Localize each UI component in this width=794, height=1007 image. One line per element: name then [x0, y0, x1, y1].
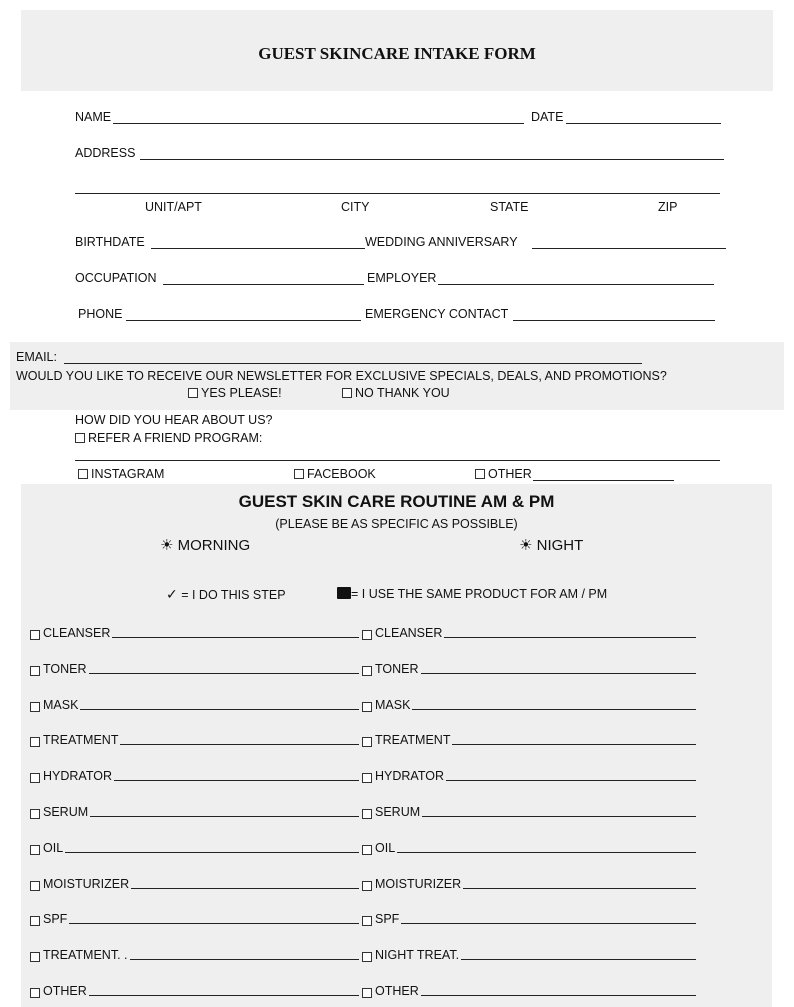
zip-label: ZIP [658, 200, 678, 214]
pm-step-product-field[interactable] [463, 888, 696, 889]
sun-icon: ☀ [519, 537, 533, 554]
email-label: EMAIL: [16, 350, 57, 364]
pm-step-label: OIL [375, 840, 396, 855]
name-label: NAME [75, 110, 112, 124]
legend-same-label: = I USE THE SAME PRODUCT FOR AM / PM [351, 587, 608, 601]
pm-step-label: TREATMENT [375, 733, 451, 748]
pm-step-checkbox[interactable] [362, 773, 372, 783]
am-step-row[interactable] [30, 948, 359, 962]
sun-icon: ☀ [160, 537, 174, 554]
filled-square-icon [337, 587, 351, 599]
am-step-label: SERUM [43, 805, 89, 819]
pm-step-checkbox[interactable] [362, 666, 372, 676]
employer-field[interactable] [438, 284, 714, 285]
facebook-option[interactable] [294, 467, 376, 481]
unit-apt-label: UNIT/APT [145, 200, 202, 214]
pm-step-label: MASK [375, 697, 411, 712]
pm-step-product-field[interactable] [446, 780, 696, 781]
morning-heading [160, 537, 250, 555]
routine-title: GUEST SKIN CARE ROUTINE AM & PM [238, 492, 555, 511]
state-label: STATE [490, 200, 529, 214]
checkmark-icon: ✓ [166, 586, 178, 602]
pm-step-checkbox[interactable] [362, 809, 372, 819]
emergency-contact-field[interactable] [513, 320, 715, 321]
newsletter-yes-option[interactable] [188, 386, 282, 400]
am-step-checkbox[interactable] [30, 809, 40, 819]
pm-step-product-field[interactable] [401, 923, 696, 924]
newsletter-no-option[interactable] [342, 386, 450, 400]
pm-step-checkbox[interactable] [362, 737, 372, 747]
am-step-checkbox[interactable] [30, 773, 40, 783]
pm-step-row[interactable] [362, 626, 696, 640]
am-step-row[interactable] [30, 912, 359, 926]
pm-step-checkbox[interactable] [362, 845, 372, 855]
am-step-checkbox[interactable] [30, 952, 40, 962]
am-step-label: OTHER [43, 984, 87, 998]
pm-step-row[interactable] [362, 698, 696, 712]
phone-label: PHONE [78, 307, 123, 321]
other-referral-label: OTHER [488, 467, 532, 481]
am-step-checkbox[interactable] [30, 666, 40, 676]
am-step-row[interactable] [30, 805, 359, 819]
pm-step-product-field[interactable] [421, 673, 696, 674]
occupation-label: OCCUPATION [75, 271, 157, 285]
am-step-product-field[interactable] [69, 923, 359, 924]
facebook-checkbox[interactable] [294, 469, 304, 479]
pm-step-checkbox[interactable] [362, 630, 372, 640]
pm-step-label: SPF [375, 912, 400, 927]
referral-question: HOW DID YOU HEAR ABOUT US? [75, 413, 273, 427]
facebook-label: FACEBOOK [307, 467, 376, 481]
pm-step-row[interactable] [362, 948, 696, 962]
wedding-anniversary-field[interactable] [532, 248, 726, 249]
pm-step-label: OTHER [375, 984, 419, 998]
pm-step-checkbox[interactable] [362, 988, 372, 998]
am-step-product-field[interactable] [120, 744, 359, 745]
instagram-checkbox[interactable] [78, 469, 88, 479]
am-step-product-field[interactable] [89, 995, 359, 996]
night-label: NIGHT [536, 537, 584, 554]
morning-label: MORNING [177, 537, 251, 554]
pm-step-label: CLEANSER [375, 626, 443, 640]
am-step-row[interactable] [30, 769, 359, 783]
newsletter-question: WOULD YOU LIKE TO RECEIVE OUR NEWSLETTER FOR EXCLUSIVE SPECIALS, DEALS, AND PROMOTIONS? [16, 369, 667, 383]
pm-step-product-field[interactable] [397, 852, 696, 853]
am-step-label: CLEANSER [43, 626, 111, 640]
pm-step-row[interactable] [362, 841, 696, 855]
legend-do-label: = I DO THIS STEP [181, 588, 286, 602]
am-step-row[interactable] [30, 698, 359, 712]
am-step-product-field[interactable] [114, 780, 359, 781]
am-step-row[interactable] [30, 984, 359, 998]
pm-step-checkbox[interactable] [362, 702, 372, 712]
other-referral-field[interactable] [533, 480, 674, 481]
pm-step-product-field[interactable] [461, 959, 696, 960]
am-step-row[interactable] [30, 841, 359, 855]
other-referral-checkbox[interactable] [475, 469, 485, 479]
employer-label: EMPLOYER [367, 271, 437, 285]
name-field[interactable] [113, 123, 524, 124]
pm-step-row[interactable] [362, 769, 696, 783]
am-step-product-field[interactable] [131, 888, 359, 889]
refer-friend-option[interactable] [75, 431, 262, 445]
pm-step-product-field[interactable] [421, 995, 696, 996]
pm-step-checkbox[interactable] [362, 916, 372, 926]
pm-step-product-field[interactable] [412, 709, 696, 710]
date-label: DATE [531, 110, 564, 124]
newsletter-yes-checkbox[interactable] [188, 388, 198, 398]
am-step-row[interactable] [30, 877, 359, 891]
am-step-product-field[interactable] [80, 709, 359, 710]
address-line-2-field[interactable] [75, 193, 720, 194]
pm-step-row[interactable] [362, 984, 696, 998]
birthdate-field[interactable] [151, 248, 365, 249]
am-step-label: TREATMENT. . [43, 948, 128, 963]
am-step-label: SPF [43, 912, 68, 927]
am-step-product-field[interactable] [112, 637, 359, 638]
occupation-field[interactable] [163, 284, 364, 285]
am-step-label: TREATMENT [43, 733, 119, 748]
date-field[interactable] [566, 123, 721, 124]
other-referral-option[interactable] [475, 467, 532, 481]
instagram-label: INSTAGRAM [91, 467, 165, 481]
newsletter-no-label: NO THANK YOU [355, 386, 450, 400]
am-step-label: MOISTURIZER [43, 876, 130, 891]
pm-step-label: NIGHT TREAT. [375, 948, 460, 963]
am-step-checkbox[interactable] [30, 702, 40, 712]
am-step-checkbox[interactable] [30, 916, 40, 926]
phone-field[interactable] [126, 320, 361, 321]
night-heading [519, 537, 583, 555]
city-label: CITY [341, 200, 370, 214]
wedding-anniversary-label: WEDDING ANNIVERSARY [365, 235, 518, 249]
pm-step-product-field[interactable] [422, 816, 696, 817]
page-title: GUEST SKINCARE INTAKE FORM [258, 44, 536, 63]
pm-step-label: HYDRATOR [375, 769, 444, 784]
pm-step-product-field[interactable] [444, 637, 696, 638]
am-step-checkbox[interactable] [30, 845, 40, 855]
pm-step-row[interactable] [362, 877, 696, 891]
am-step-label: MASK [43, 697, 79, 712]
newsletter-no-checkbox[interactable] [342, 388, 352, 398]
address-label: ADDRESS [75, 146, 136, 160]
am-step-label: TONER [43, 661, 87, 676]
birthdate-label: BIRTHDATE [75, 235, 145, 249]
am-step-product-field[interactable] [90, 816, 359, 817]
pm-step-product-field[interactable] [452, 744, 696, 745]
pm-step-label: SERUM [375, 805, 421, 819]
routine-subtitle: (PLEASE BE AS SPECIFIC AS POSSIBLE) [275, 517, 518, 531]
am-step-row[interactable] [30, 626, 359, 640]
pm-step-row[interactable] [362, 733, 696, 747]
pm-step-checkbox[interactable] [362, 881, 372, 891]
email-field[interactable] [64, 363, 642, 364]
newsletter-yes-label: YES PLEASE! [201, 386, 282, 400]
instagram-option[interactable] [78, 467, 164, 481]
am-step-label: HYDRATOR [43, 769, 112, 784]
am-step-checkbox[interactable] [30, 881, 40, 891]
am-step-product-field[interactable] [130, 959, 360, 960]
pm-step-row[interactable] [362, 912, 696, 926]
am-step-row[interactable] [30, 662, 359, 676]
am-step-product-field[interactable] [65, 852, 359, 853]
am-step-checkbox[interactable] [30, 988, 40, 998]
address-field[interactable] [140, 159, 724, 160]
am-step-checkbox[interactable] [30, 630, 40, 640]
legend-do-step [166, 587, 286, 602]
legend-same-product [337, 587, 607, 601]
pm-step-label: MOISTURIZER [375, 876, 462, 891]
am-step-label: OIL [43, 840, 64, 855]
pm-step-label: TONER [375, 661, 419, 676]
refer-friend-field[interactable] [75, 460, 720, 461]
am-step-product-field[interactable] [89, 673, 359, 674]
emergency-contact-label: EMERGENCY CONTACT [365, 307, 509, 321]
pm-step-row[interactable] [362, 662, 696, 676]
pm-step-row[interactable] [362, 805, 696, 819]
am-step-row[interactable] [30, 733, 359, 747]
am-step-checkbox[interactable] [30, 737, 40, 747]
refer-friend-label: REFER A FRIEND PROGRAM: [88, 431, 263, 445]
pm-step-checkbox[interactable] [362, 952, 372, 962]
refer-friend-checkbox[interactable] [75, 433, 85, 443]
